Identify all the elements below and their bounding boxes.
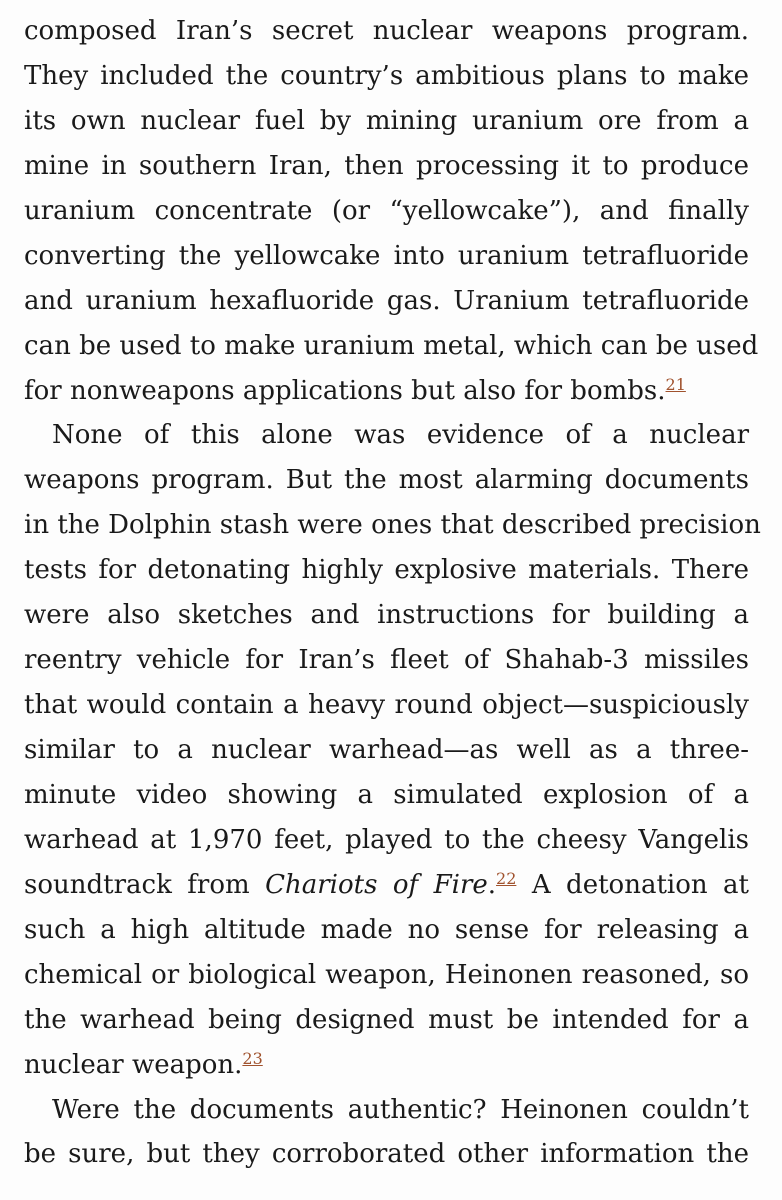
text-line [24,1043,749,1088]
text-segment: soundtrack from [24,869,266,900]
text-segment: nuclear weapon. [24,1049,243,1080]
text-line: weapons program. But the most alarming documents [24,465,749,496]
text-line: chemical or biological weapon, Heinonen reasoned, so [24,959,749,990]
text-line: reentry vehicle for Iran’s fleet of Shahab-3 missiles [24,645,749,676]
text-line: warhead at 1,970 feet, played to the cheesy Vangelis [24,824,749,855]
text-body [24,9,761,1177]
book-title: Chariots of Fire [265,869,488,900]
text-line: that would contain a heavy round object—suspiciously [24,690,749,721]
text-line: They included the country’s ambitious plans to make [24,60,749,91]
footnote-link-22[interactable]: 22 [496,868,517,888]
text-line [24,863,749,908]
text-line: tests for detonating highly explosive materials. There [24,555,749,586]
text-line: uranium concentrate (or “yellowcake”), and finally [24,195,749,226]
text-segment: for nonweapons applications but also for bombs. [24,375,666,406]
text-line: such a high altitude made no sense for releasing a [24,914,749,945]
text-line: can be used to make uranium metal, which can be used [24,330,759,361]
text-line: Were the documents authentic? Heinonen couldn’t [52,1094,749,1125]
text-segment: . [487,869,497,900]
text-segment: A detonation at [516,869,749,900]
text-line: mine in southern Iran, then processing it to produce [24,150,749,181]
footnote-link-21[interactable]: 21 [665,374,686,394]
text-line [24,369,749,414]
text-line: converting the yellowcake into uranium tetrafluoride [24,240,749,271]
text-line: None of this alone was evidence of a nuclear [52,420,749,451]
text-line: be sure, but they corroborated other information the [24,1139,749,1170]
text-line: composed Iran’s secret nuclear weapons program. [24,16,749,46]
text-line: similar to a nuclear warhead—as well as a three- [24,735,749,765]
text-line: were also sketches and instructions for building a [24,600,749,631]
text-line: and uranium hexafluoride gas. Uranium tetrafluoride [24,285,749,316]
text-line: minute video showing a simulated explosion of a [24,779,749,810]
text-line: its own nuclear fuel by mining uranium ore from a [24,105,749,136]
text-line: in the Dolphin stash were ones that described precision [24,510,761,541]
footnote-link-23[interactable]: 23 [242,1048,263,1068]
text-line: the warhead being designed must be intended for a [24,1004,749,1035]
